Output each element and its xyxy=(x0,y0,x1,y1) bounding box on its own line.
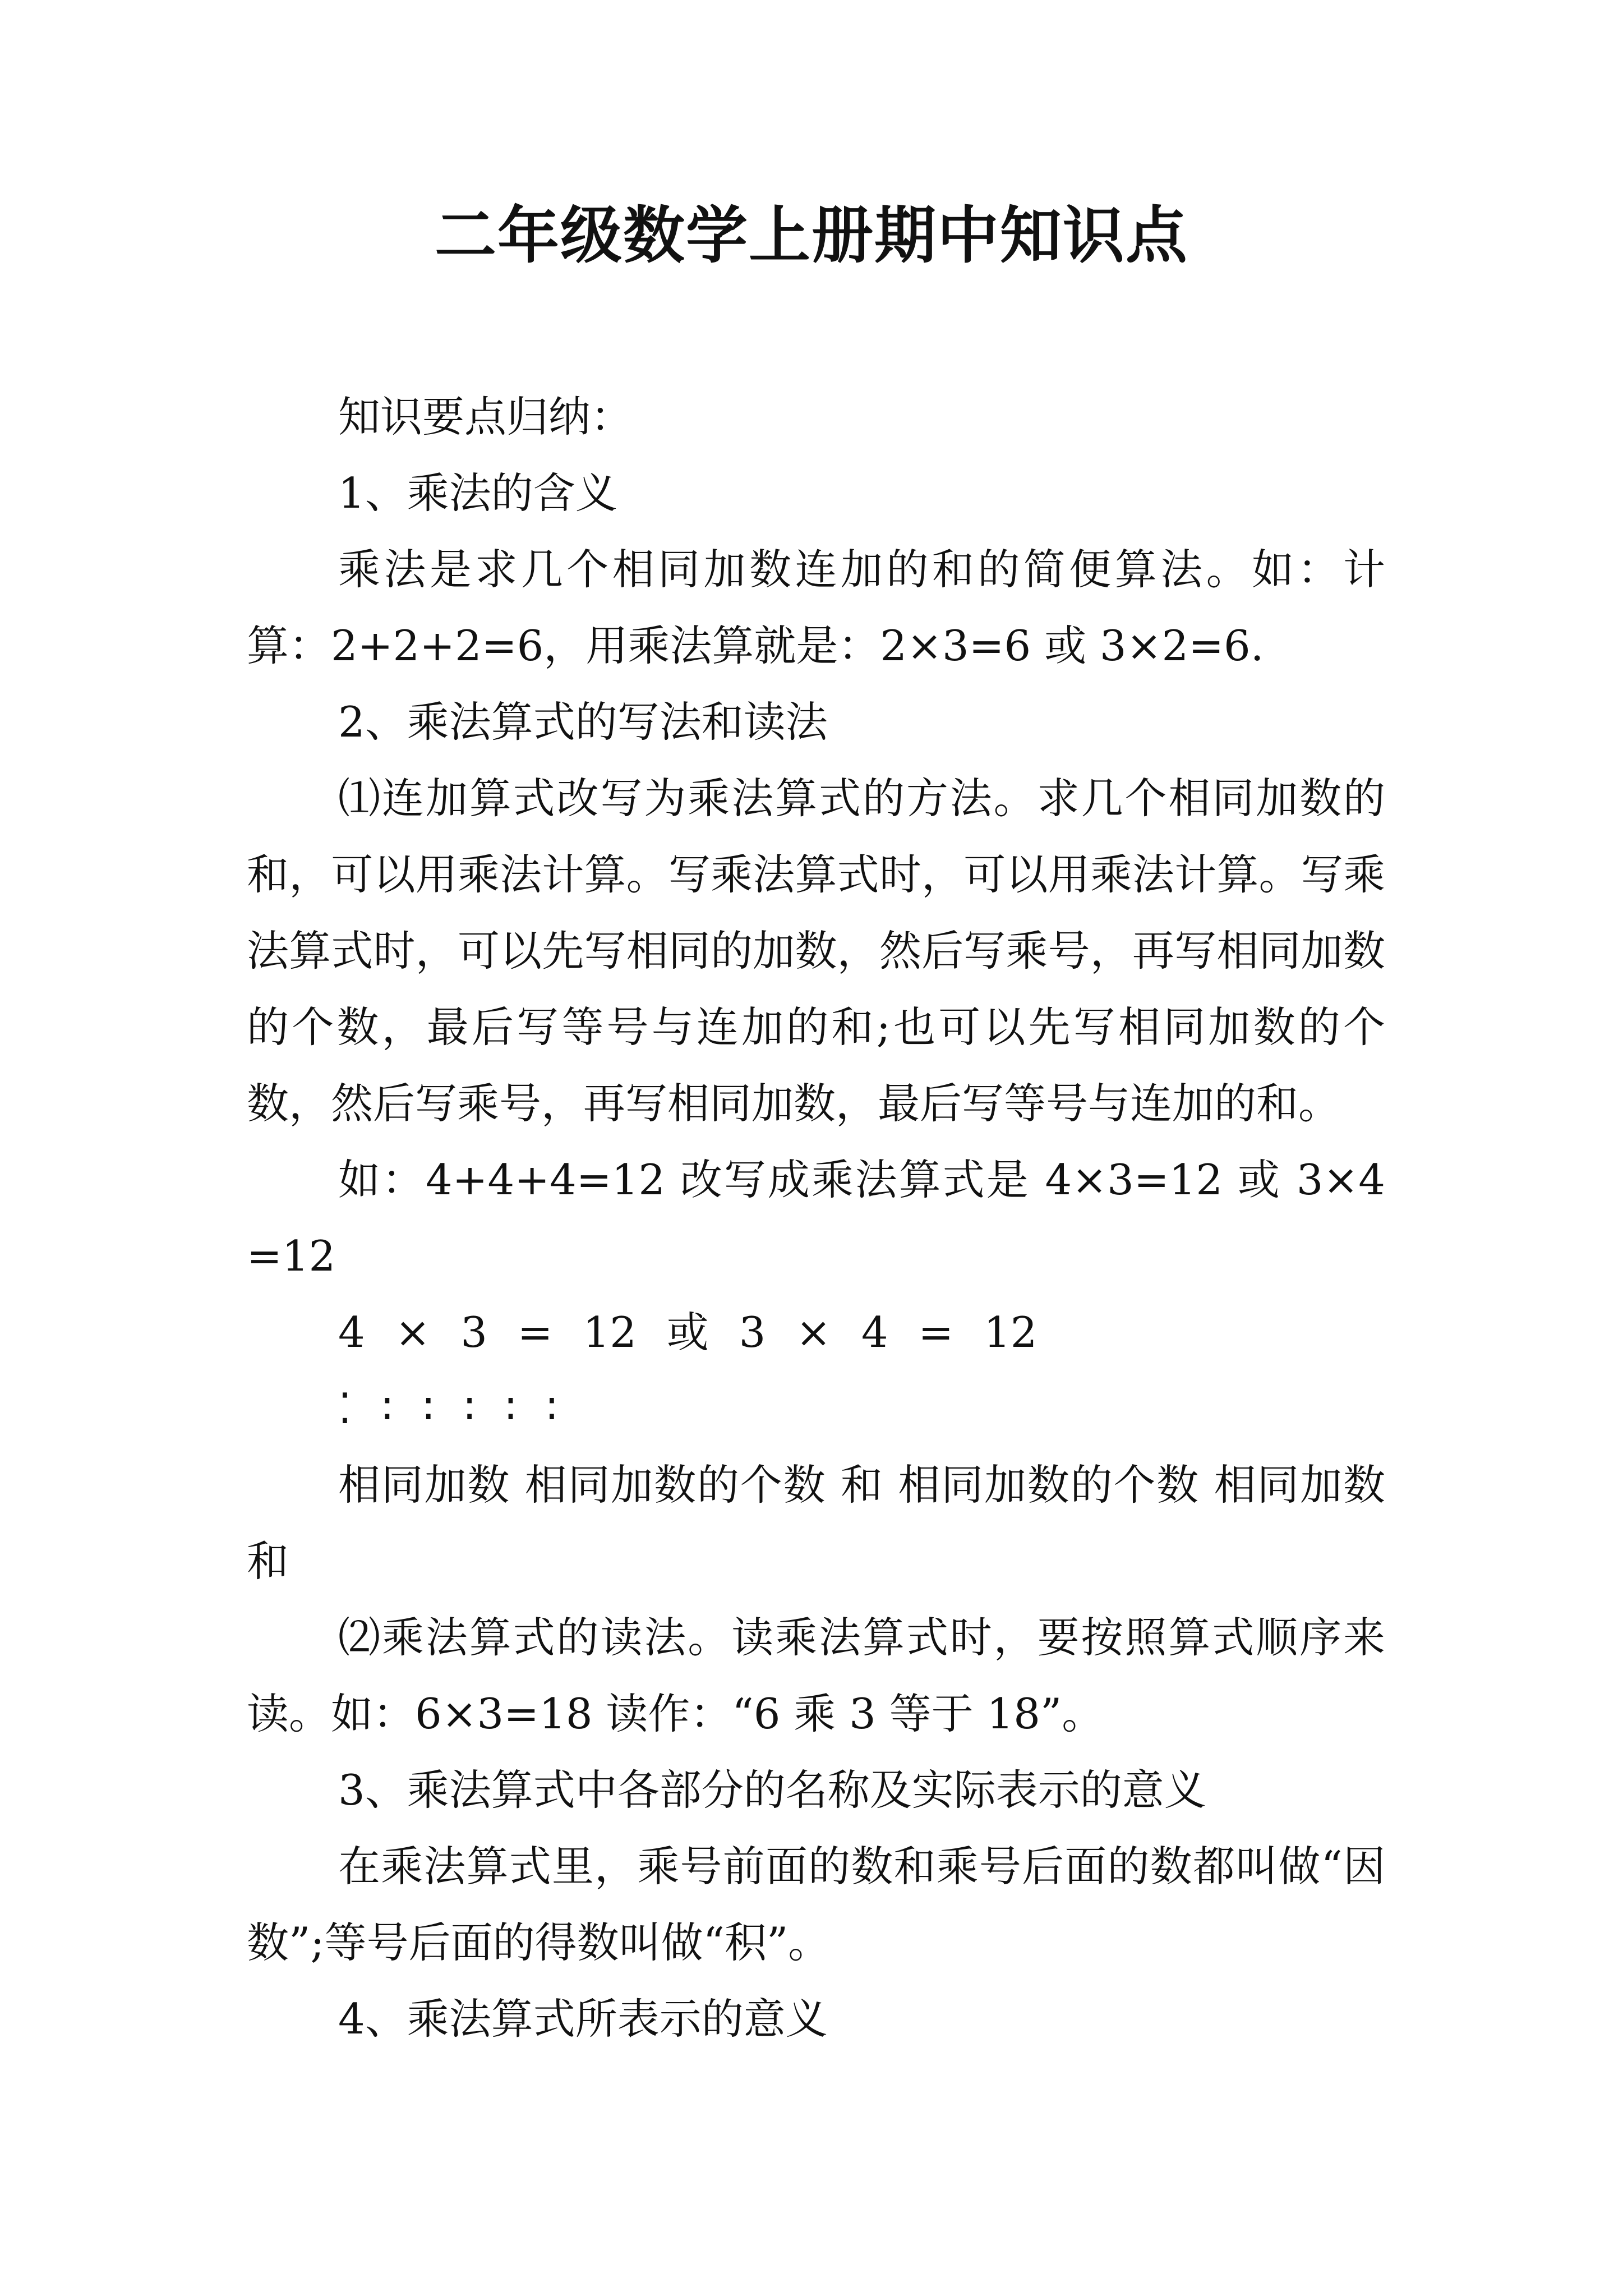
paragraph-multiplication-meaning: 乘法是求几个相同加数连加的和的简便算法。如：计算：2+2+2=6，用乘法算就是：2×3=6 或 3×2=6. xyxy=(247,545,1385,670)
paragraph-summary-heading: 知识要点归纳： xyxy=(338,392,633,441)
paragraph-factor-product: 在乘法算式里，乘号前面的数和乘号后面的数都叫做“因数”;等号后面的得数叫做“积”。 xyxy=(247,1842,1385,1967)
paragraph-example: 如：4+4+4=12 改写成乘法算式是 4×3=12 或 3×4=12 xyxy=(247,1155,1385,1281)
paragraph-part-labels: 相同加数 相同加数的个数 和 相同加数的个数 相同加数 和 xyxy=(247,1460,1385,1586)
section-heading-2: 2、乘法算式的写法和读法 xyxy=(338,697,828,747)
section-heading-1: 1、乘法的含义 xyxy=(338,468,617,518)
paragraph-writing-method: ⑴连加算式改写为乘法算式的方法。求几个相同加数的和，可以用乘法计算。写乘法算式时，可以用乘法计算。写乘法算式时，可以先写相同的加数，然后写乘号，再写相同加数的个数，最后写等号与连加的和;也可以先写相同加数的个数，然后写乘号，再写相同加数，最后写等号与连加的和。 xyxy=(247,774,1385,1128)
page-title: 二年级数学上册期中知识点 xyxy=(435,199,1188,272)
document-body xyxy=(247,379,1385,2057)
section-heading-4: 4、乘法算式所表示的意义 xyxy=(338,1994,828,2044)
paragraph-pointer-marks: ⁚ ∶ ∶ ∶ ∶ ∶ xyxy=(338,1384,557,1433)
paragraph-equation: 4 × 3 = 12 或 3 × 4 = 12 xyxy=(338,1308,1038,1357)
paragraph-reading-method: ⑵乘法算式的读法。读乘法算式时，要按照算式顺序来读。如：6×3=18 读作：“6 乘 3 等于 18”。 xyxy=(247,1613,1385,1738)
section-heading-3: 3、乘法算式中各部分的名称及实际表示的意义 xyxy=(338,1765,1206,1815)
